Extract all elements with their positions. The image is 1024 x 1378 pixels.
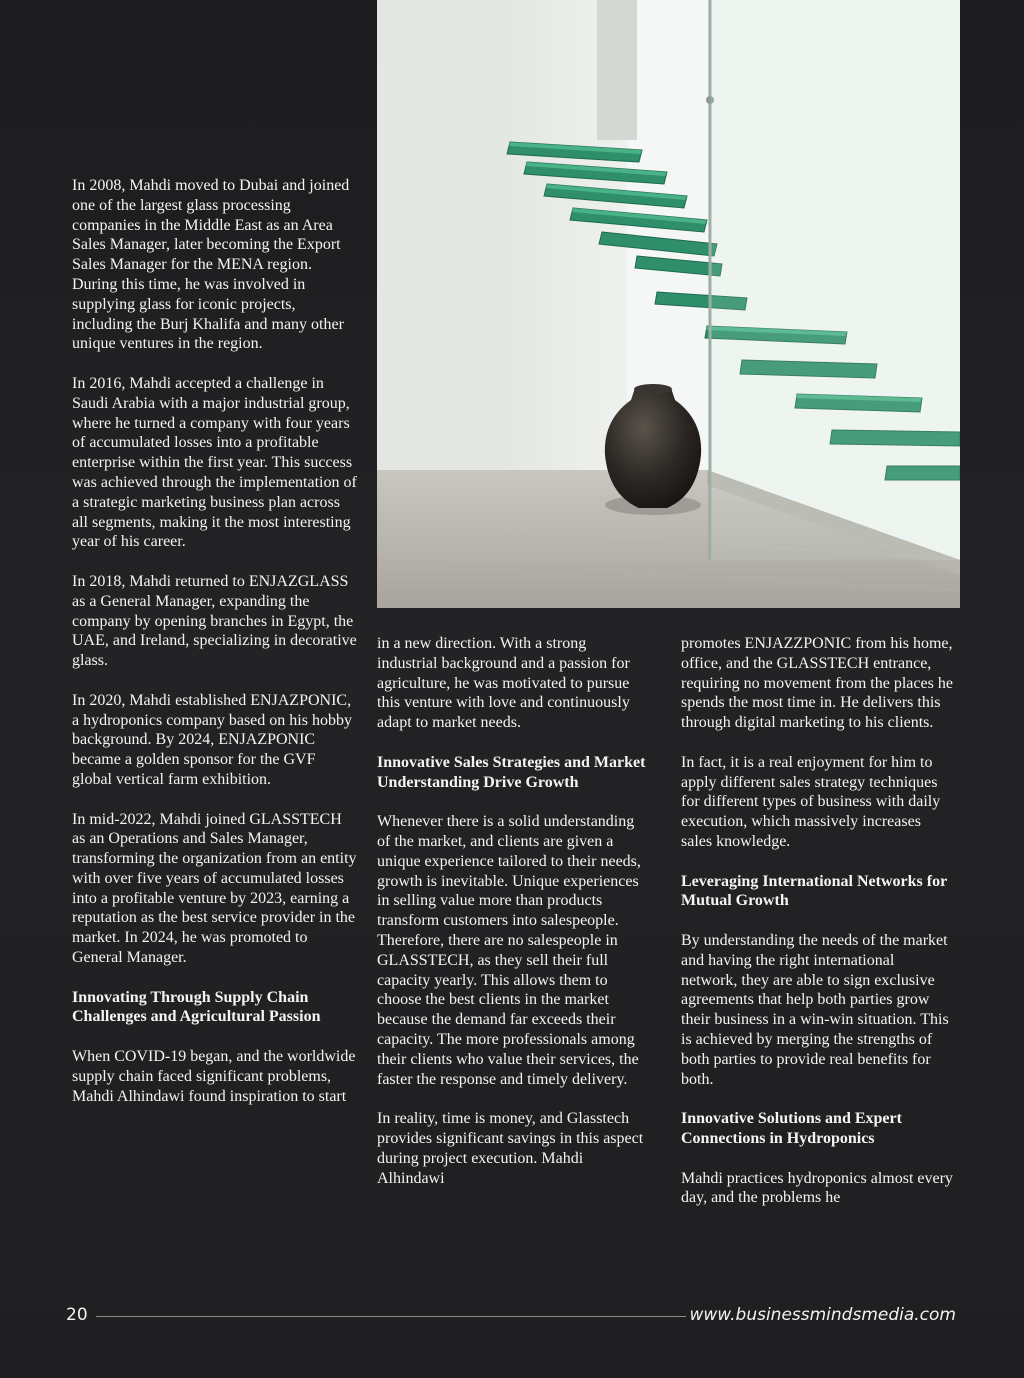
paragraph: In 2020, Mahdi established ENJAZPONIC, a hydroponics company based on his hobby background. By 2024, ENJAZPONIC became a golden sponsor for the GVF global vertical farm exhibition.: [72, 691, 352, 788]
paragraph: In fact, it is a real enjoyment for him to apply different sales strategy techniques for different types of business with daily execution, which massively increases sales knowledge.: [681, 753, 941, 850]
paragraph: in a new direction. With a strong industrial background and a passion for agriculture, he was motivated to pursue this venture with love and continuously adapt to market needs.: [377, 635, 630, 732]
paragraph: In 2008, Mahdi moved to Dubai and joined one of the largest glass processing companies in the Middle East as an Area Sales Manager, later becoming the Export Sales Manager for the MENA region. During this time, he was involved in supplying glass for iconic projects, including the Burj Khalifa and many other unique ventures in the region.: [72, 177, 350, 353]
footer-divider: [96, 1316, 686, 1317]
section-heading: Innovative Sales Strategies and Market Understanding Drive Growth: [377, 753, 646, 791]
paragraph: Mahdi practices hydroponics almost every day, and the problems he: [681, 1169, 953, 1207]
text-column-3: [681, 634, 953, 1228]
paragraph: In 2016, Mahdi accepted a challenge in Saudi Arabia with a major industrial group, where he turned a company with four years of accumulated losses into a profitable enterprise within the first year. This success was achieved through the implementation of a strategic marketing business plan across all segments, making it the most interesting year of his career.: [72, 374, 357, 551]
text-column-1: [72, 176, 357, 1126]
footer-url: www.businessmindsmedia.com: [689, 1305, 956, 1325]
text-column-2: [377, 634, 649, 1208]
staircase-photo: [377, 0, 960, 608]
paragraph: In reality, time is money, and Glasstech provides significant savings in this aspect during project execution. Mahdi Alhindawi: [377, 1110, 644, 1187]
section-heading: Innovative Solutions and Expert Connections in Hydroponics: [681, 1110, 902, 1147]
paragraph: When COVID-19 began, and the worldwide supply chain faced significant problems, Mahdi Alhindawi found inspiration to start: [72, 1048, 356, 1105]
page-number: 20: [66, 1305, 88, 1325]
paragraph: In 2018, Mahdi returned to ENJAZGLASS as a General Manager, expanding the company by opening branches in Egypt, the UAE, and Ireland, specializing in decorative glass.: [72, 572, 357, 670]
paragraph: By understanding the needs of the market and having the right international network, they are able to sign exclusive agreements that help both parties grow their business in a win-win situation. This is achieved by merging the strengths of both parties to provide real benefits for both.: [681, 931, 949, 1088]
section-heading: Leveraging International Networks for Mutual Growth: [681, 872, 947, 910]
paragraph: promotes ENJAZZPONIC from his home, office, and the GLASSTECH entrance, requiring no movement from the places he spends the most time in. He delivers this through digital marketing to his clients.: [681, 635, 953, 732]
paragraph: In mid-2022, Mahdi joined GLASSTECH as an Operations and Sales Manager, transforming the organization from an entity with over five years of accumulated losses into a profitable venture by 2023, earning a reputation as the best service provider in the market. In 2024, he was promoted to General Manager.: [72, 810, 357, 967]
section-heading: Innovating Through Supply Chain Challenges and Agricultural Passion: [72, 988, 321, 1026]
paragraph: Whenever there is a solid understanding of the market, and clients are given a unique experience tailored to their needs, growth is inevitable. Unique experiences in selling value more than products transform customers into salespeople. Therefore, there are no salespeople in GLASSTECH, as they sell their full capacity yearly. This allows them to choose the best clients in the market because the demand far exceeds their capacity. The more professionals among their clients who value their services, the faster the response and timely delivery.: [377, 813, 641, 1088]
